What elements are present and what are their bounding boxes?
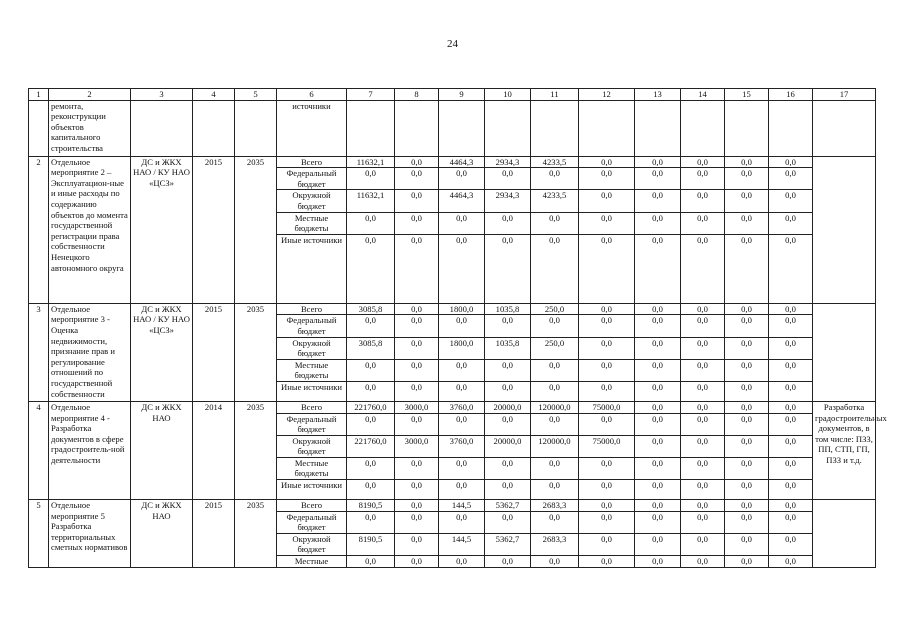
event-name-cell: ремонта, реконструкции объектов капитального строительства <box>49 100 131 156</box>
source-cell: Иные источники <box>277 234 347 303</box>
value-cell: 0,0 <box>681 234 725 303</box>
value-cell: 144,5 <box>439 533 485 555</box>
value-cell: 8190,5 <box>347 533 395 555</box>
value-cell: 0,0 <box>681 168 725 190</box>
value-cell: 0,0 <box>725 234 769 303</box>
value-cell: 144,5 <box>439 500 485 512</box>
value-cell: 0,0 <box>485 168 531 190</box>
column-number-16: 16 <box>769 89 813 101</box>
source-cell: Федеральный бюджет <box>277 168 347 190</box>
value-cell: 0,0 <box>347 212 395 234</box>
executor-cell: ДС и ЖКХ НАО / КУ НАО «ЦСЗ» <box>131 303 193 401</box>
value-cell: 0,0 <box>769 480 813 500</box>
value-cell: 0,0 <box>635 234 681 303</box>
value-cell: 0,0 <box>681 337 725 359</box>
value-cell: 0,0 <box>395 190 439 212</box>
value-cell: 0,0 <box>439 511 485 533</box>
column-number-15: 15 <box>725 89 769 101</box>
event-name-cell: Отдельное мероприятие 3 - Оценка недвижимости, признание прав и регулирование отношений по государственной собственности <box>49 303 131 401</box>
value-cell: 0,0 <box>485 359 531 381</box>
value-cell: 0,0 <box>579 359 635 381</box>
value-cell: 0,0 <box>579 190 635 212</box>
source-cell: Иные источники <box>277 381 347 401</box>
value-cell: 0,0 <box>769 315 813 337</box>
value-cell: 0,0 <box>769 303 813 315</box>
value-cell: 0,0 <box>395 303 439 315</box>
value-cell: 0,0 <box>769 381 813 401</box>
value-cell: 0,0 <box>395 315 439 337</box>
value-cell: 3000,0 <box>395 401 439 413</box>
value-cell: 0,0 <box>439 457 485 479</box>
value-cell: 0,0 <box>635 511 681 533</box>
value-cell: 120000,0 <box>531 401 579 413</box>
budget-table-sheet <box>28 88 887 568</box>
value-cell: 0,0 <box>579 480 635 500</box>
value-cell: 0,0 <box>531 234 579 303</box>
value-cell: 0,0 <box>395 234 439 303</box>
value-cell: 0,0 <box>579 457 635 479</box>
value-cell: 0,0 <box>439 556 485 568</box>
value-cell: 0,0 <box>439 413 485 435</box>
value-cell: 0,0 <box>725 533 769 555</box>
value-cell: 0,0 <box>485 381 531 401</box>
value-cell: 5362,7 <box>485 533 531 555</box>
value-cell: 0,0 <box>439 359 485 381</box>
value-cell: 3760,0 <box>439 435 485 457</box>
value-cell: 0,0 <box>635 435 681 457</box>
value-cell: 0,0 <box>681 435 725 457</box>
source-cell: Всего <box>277 500 347 512</box>
value-cell: 0,0 <box>579 556 635 568</box>
value-cell: 0,0 <box>531 457 579 479</box>
value-cell: 0,0 <box>635 381 681 401</box>
value-cell: 0,0 <box>681 381 725 401</box>
value-cell: 0,0 <box>579 511 635 533</box>
value-cell: 0,0 <box>347 511 395 533</box>
column-number-2: 2 <box>49 89 131 101</box>
value-cell: 0,0 <box>681 156 725 168</box>
column-number-12: 12 <box>579 89 635 101</box>
value-cell: 0,0 <box>635 533 681 555</box>
value-cell: 0,0 <box>439 480 485 500</box>
source-cell: Всего <box>277 401 347 413</box>
value-cell: 75000,0 <box>579 401 635 413</box>
value-cell: 1035,8 <box>485 303 531 315</box>
value-cell: 221760,0 <box>347 401 395 413</box>
value-cell: 0,0 <box>439 315 485 337</box>
value-cell: 0,0 <box>485 212 531 234</box>
value-cell: 0,0 <box>395 480 439 500</box>
value-cell: 0,0 <box>531 413 579 435</box>
event-number-cell: 3 <box>29 303 49 401</box>
value-cell: 0,0 <box>395 556 439 568</box>
value-cell: 0,0 <box>769 156 813 168</box>
value-cell: 0,0 <box>725 401 769 413</box>
value-cell: 0,0 <box>485 315 531 337</box>
value-cell: 0,0 <box>725 315 769 337</box>
value-cell: 0,0 <box>531 480 579 500</box>
value-cell: 0,0 <box>579 533 635 555</box>
executor-cell: ДС и ЖКХ НАО / КУ НАО «ЦСЗ» <box>131 156 193 303</box>
value-cell: 0,0 <box>395 359 439 381</box>
source-cell: Всего <box>277 156 347 168</box>
column-number-11: 11 <box>531 89 579 101</box>
value-cell: 20000,0 <box>485 435 531 457</box>
table-row <box>29 303 876 315</box>
value-cell: 0,0 <box>725 381 769 401</box>
value-cell: 0,0 <box>635 212 681 234</box>
value-cell: 0,0 <box>635 500 681 512</box>
value-cell: 0,0 <box>769 190 813 212</box>
source-cell: Всего <box>277 303 347 315</box>
source-cell: Окружной бюджет <box>277 337 347 359</box>
value-cell: 0,0 <box>347 556 395 568</box>
table-row <box>29 500 876 512</box>
value-cell: 0,0 <box>769 337 813 359</box>
end-year-cell: 2035 <box>235 401 277 499</box>
value-cell: 0,0 <box>725 168 769 190</box>
value-cell: 0,0 <box>725 500 769 512</box>
column-number-6: 6 <box>277 89 347 101</box>
value-cell: 0,0 <box>531 212 579 234</box>
executor-cell: ДС и ЖКХ НАО <box>131 500 193 568</box>
value-cell: 0,0 <box>769 511 813 533</box>
column-number-13: 13 <box>635 89 681 101</box>
value-cell: 0,0 <box>579 212 635 234</box>
source-cell: Окружной бюджет <box>277 435 347 457</box>
value-cell: 0,0 <box>579 500 635 512</box>
event-name-cell: Отдельное мероприятие 2 – Эксплуатацион-ные и иные расходы по содержанию объектов до момента государственной регистрации права собственности Ненецкого автономного округа <box>49 156 131 303</box>
column-number-3: 3 <box>131 89 193 101</box>
note-cell <box>813 156 876 303</box>
table-row <box>29 401 876 413</box>
value-cell: 0,0 <box>395 168 439 190</box>
value-cell: 0,0 <box>635 413 681 435</box>
value-cell: 0,0 <box>579 234 635 303</box>
page-number: 24 <box>447 38 458 50</box>
value-cell: 0,0 <box>635 401 681 413</box>
value-cell: 0,0 <box>681 556 725 568</box>
value-cell: 0,0 <box>579 413 635 435</box>
executor-cell: ДС и ЖКХ НАО <box>131 401 193 499</box>
value-cell: 0,0 <box>395 337 439 359</box>
source-cell: Местные бюджеты <box>277 359 347 381</box>
value-cell: 0,0 <box>579 303 635 315</box>
value-cell: 0,0 <box>769 168 813 190</box>
value-cell: 0,0 <box>681 500 725 512</box>
value-cell: 3085,8 <box>347 303 395 315</box>
end-year-cell: 2035 <box>235 303 277 401</box>
value-cell: 0,0 <box>681 359 725 381</box>
event-name-cell: Отдельное мероприятие 4 - Разработка документов в сфере градостроитель-ной деятельности <box>49 401 131 499</box>
value-cell: 0,0 <box>395 413 439 435</box>
value-cell: 0,0 <box>635 480 681 500</box>
value-cell: 0,0 <box>635 359 681 381</box>
value-cell: 0,0 <box>635 168 681 190</box>
value-cell: 11632,1 <box>347 190 395 212</box>
source-cell: Иные источники <box>277 480 347 500</box>
value-cell: 0,0 <box>485 480 531 500</box>
source-cell: Федеральный бюджет <box>277 315 347 337</box>
column-number-5: 5 <box>235 89 277 101</box>
value-cell: 4233,5 <box>531 190 579 212</box>
value-cell: 250,0 <box>531 303 579 315</box>
value-cell: 0,0 <box>681 315 725 337</box>
value-cell: 0,0 <box>395 500 439 512</box>
value-cell: 0,0 <box>531 556 579 568</box>
end-year-cell: 2035 <box>235 156 277 303</box>
value-cell: 0,0 <box>725 511 769 533</box>
value-cell: 0,0 <box>725 212 769 234</box>
value-cell: 0,0 <box>725 337 769 359</box>
value-cell: 0,0 <box>579 337 635 359</box>
value-cell: 250,0 <box>531 337 579 359</box>
source-cell: Местные бюджеты <box>277 212 347 234</box>
value-cell: 0,0 <box>635 556 681 568</box>
start-year-cell: 2015 <box>193 500 235 568</box>
event-number-cell: 5 <box>29 500 49 568</box>
value-cell: 0,0 <box>347 234 395 303</box>
event-number-cell: 4 <box>29 401 49 499</box>
value-cell: 0,0 <box>681 401 725 413</box>
table-row <box>29 156 876 168</box>
value-cell: 0,0 <box>395 156 439 168</box>
value-cell: 0,0 <box>769 533 813 555</box>
value-cell: 2934,3 <box>485 190 531 212</box>
value-cell: 0,0 <box>725 457 769 479</box>
end-year-cell: 2035 <box>235 500 277 568</box>
value-cell: 0,0 <box>681 480 725 500</box>
value-cell: 0,0 <box>579 156 635 168</box>
value-cell: 0,0 <box>769 413 813 435</box>
value-cell: 0,0 <box>769 457 813 479</box>
value-cell: 0,0 <box>531 359 579 381</box>
value-cell: 0,0 <box>439 381 485 401</box>
column-number-8: 8 <box>395 89 439 101</box>
value-cell: 2683,3 <box>531 500 579 512</box>
column-number-4: 4 <box>193 89 235 101</box>
value-cell: 0,0 <box>439 212 485 234</box>
value-cell: 0,0 <box>531 511 579 533</box>
value-cell: 1800,0 <box>439 337 485 359</box>
value-cell: 0,0 <box>347 168 395 190</box>
value-cell: 0,0 <box>531 315 579 337</box>
column-number-14: 14 <box>681 89 725 101</box>
start-year-cell: 2015 <box>193 156 235 303</box>
start-year-cell: 2015 <box>193 303 235 401</box>
value-cell: 0,0 <box>769 234 813 303</box>
value-cell: 4464,3 <box>439 190 485 212</box>
value-cell: 75000,0 <box>579 435 635 457</box>
budget-table <box>28 88 887 568</box>
value-cell: 0,0 <box>485 234 531 303</box>
continuation-row <box>29 100 876 156</box>
value-cell: 221760,0 <box>347 435 395 457</box>
column-number-1: 1 <box>29 89 49 101</box>
value-cell: 0,0 <box>347 413 395 435</box>
value-cell: 4464,3 <box>439 156 485 168</box>
value-cell: 0,0 <box>347 381 395 401</box>
value-cell: 0,0 <box>725 413 769 435</box>
source-cell: Федеральный бюджет <box>277 511 347 533</box>
value-cell: 0,0 <box>395 457 439 479</box>
value-cell: 0,0 <box>681 413 725 435</box>
value-cell: 0,0 <box>681 190 725 212</box>
value-cell: 20000,0 <box>485 401 531 413</box>
event-name-cell: Отдельное мероприятие 5 Разработка территориальных сметных нормативов <box>49 500 131 568</box>
num-cell <box>29 100 49 156</box>
column-number-9: 9 <box>439 89 485 101</box>
value-cell: 0,0 <box>395 381 439 401</box>
source-cell: Окружной бюджет <box>277 190 347 212</box>
value-cell: 0,0 <box>725 190 769 212</box>
value-cell: 120000,0 <box>531 435 579 457</box>
value-cell: 0,0 <box>395 511 439 533</box>
source-cell: Местные бюджеты <box>277 457 347 479</box>
value-cell: 0,0 <box>395 212 439 234</box>
column-number-17: 17 <box>813 89 876 101</box>
value-cell: 0,0 <box>725 359 769 381</box>
value-cell: 0,0 <box>725 556 769 568</box>
value-cell: 0,0 <box>485 556 531 568</box>
value-cell: 11632,1 <box>347 156 395 168</box>
value-cell: 0,0 <box>485 457 531 479</box>
value-cell: 0,0 <box>579 315 635 337</box>
value-cell: 0,0 <box>769 500 813 512</box>
value-cell: 0,0 <box>681 212 725 234</box>
value-cell: 0,0 <box>347 480 395 500</box>
value-cell: 0,0 <box>725 480 769 500</box>
source-cell: источники <box>277 100 347 156</box>
source-cell: Федеральный бюджет <box>277 413 347 435</box>
value-cell: 0,0 <box>681 303 725 315</box>
value-cell: 0,0 <box>635 190 681 212</box>
value-cell: 0,0 <box>347 359 395 381</box>
event-number-cell: 2 <box>29 156 49 303</box>
value-cell: 0,0 <box>531 168 579 190</box>
value-cell: 2934,3 <box>485 156 531 168</box>
column-number-10: 10 <box>485 89 531 101</box>
value-cell: 0,0 <box>725 435 769 457</box>
value-cell: 0,0 <box>681 457 725 479</box>
value-cell: 0,0 <box>439 168 485 190</box>
value-cell: 3760,0 <box>439 401 485 413</box>
note-cell <box>813 500 876 568</box>
value-cell: 0,0 <box>635 457 681 479</box>
note-cell: Разработка градостроительных документов, в том числе: ПЗЗ, ПП, СТП, ГП, ПЗЗ и т.д. <box>813 401 876 499</box>
source-cell: Окружной бюджет <box>277 533 347 555</box>
value-cell: 8190,5 <box>347 500 395 512</box>
note-cell <box>813 303 876 401</box>
value-cell: 0,0 <box>579 381 635 401</box>
value-cell: 0,0 <box>725 156 769 168</box>
value-cell: 0,0 <box>635 337 681 359</box>
value-cell: 0,0 <box>635 315 681 337</box>
value-cell: 3085,8 <box>347 337 395 359</box>
value-cell: 0,0 <box>485 413 531 435</box>
value-cell: 3000,0 <box>395 435 439 457</box>
value-cell: 0,0 <box>531 381 579 401</box>
value-cell: 0,0 <box>579 168 635 190</box>
value-cell: 2683,3 <box>531 533 579 555</box>
value-cell: 1800,0 <box>439 303 485 315</box>
table-body <box>29 89 887 568</box>
value-cell: 0,0 <box>769 212 813 234</box>
value-cell: 0,0 <box>347 315 395 337</box>
value-cell: 0,0 <box>395 533 439 555</box>
value-cell: 0,0 <box>681 511 725 533</box>
start-year-cell: 2014 <box>193 401 235 499</box>
value-cell: 0,0 <box>485 511 531 533</box>
value-cell: 0,0 <box>635 303 681 315</box>
value-cell: 0,0 <box>769 359 813 381</box>
value-cell: 0,0 <box>769 556 813 568</box>
value-cell: 0,0 <box>347 457 395 479</box>
column-number-row <box>29 89 876 101</box>
column-number-7: 7 <box>347 89 395 101</box>
value-cell: 0,0 <box>769 401 813 413</box>
value-cell: 0,0 <box>635 156 681 168</box>
value-cell: 0,0 <box>439 234 485 303</box>
value-cell: 0,0 <box>769 435 813 457</box>
value-cell: 0,0 <box>725 303 769 315</box>
value-cell: 5362,7 <box>485 500 531 512</box>
source-cell: Местные <box>277 556 347 568</box>
value-cell: 0,0 <box>681 533 725 555</box>
value-cell: 4233,5 <box>531 156 579 168</box>
value-cell: 1035,8 <box>485 337 531 359</box>
